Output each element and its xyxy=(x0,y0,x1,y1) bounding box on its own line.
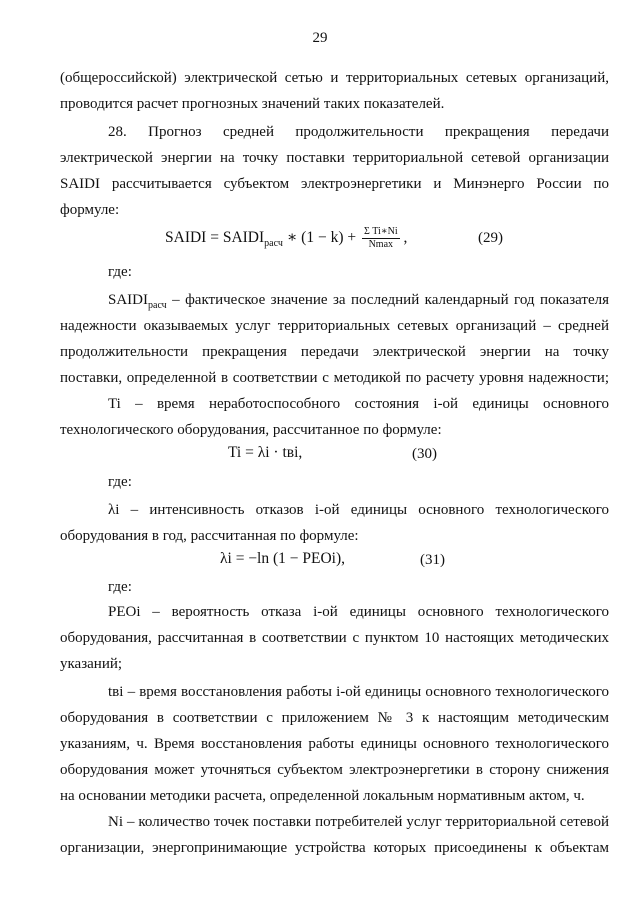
paragraph-28-start: 28. Прогноз средней продолжительности прекращения передачи xyxy=(108,124,609,140)
where-label: где: xyxy=(108,264,132,280)
formula-29-sub: расч xyxy=(264,238,283,250)
formula-29-lhs: SAIDI = SAIDI xyxy=(165,229,265,247)
text-line: оборудования может уточняться субъектом электроэнергетики в сторону снижения xyxy=(60,762,609,778)
saidi-definition-text: – фактическое значение за последний календарный год показателя xyxy=(166,292,609,308)
text-line: технологического оборудования, рассчитанное по формуле: xyxy=(60,422,442,438)
saidi-definition xyxy=(108,290,609,316)
text-line: (общероссийской) электрической сетью и территориальных сетевых организаций, xyxy=(60,70,609,86)
formula-29-mid: ∗ (1 − k) + xyxy=(282,229,360,247)
formula-29-fraction xyxy=(362,226,400,251)
saidi-term: SAIDI xyxy=(108,292,148,308)
text-line: на основании методики расчета, определенной локальным нормативным актом, ч. xyxy=(60,788,585,804)
equation-number-30: (30) xyxy=(412,446,437,462)
formula-29 xyxy=(165,226,407,251)
text-line: указаниям, ч. Время восстановления работы единицы основного технологического xyxy=(60,736,609,752)
text-line: электрической энергии на точку поставки территориальной сетевой организации xyxy=(60,150,609,166)
tv-definition: tвi – время восстановления работы i-ой единицы основного технологического xyxy=(108,684,609,700)
text-line: продолжительности прекращения передачи электрической энергии на точку xyxy=(60,344,609,360)
equation-number-31: (31) xyxy=(420,552,445,568)
formula-30: Ti = λi · tвi, xyxy=(228,444,303,461)
ni-definition: Ni – количество точек поставки потребителей услуг территориальной сетевой xyxy=(108,814,609,830)
text-line: организации, энергопринимающие устройства которых присоединены к объектам xyxy=(60,840,609,856)
where-label: где: xyxy=(108,474,132,490)
text-line: оборудования в год, рассчитанная по формуле: xyxy=(60,528,359,544)
text-line: SAIDI рассчитывается субъектом электроэнергетики и Минэнерго России по xyxy=(60,176,609,192)
peo-definition: PEOi – вероятность отказа i-ой единицы основного технологического xyxy=(108,604,609,620)
fraction-denominator: Nmax xyxy=(368,239,394,250)
ti-definition: Ti – время неработоспособного состояния i-ой единицы основного xyxy=(108,396,609,412)
text-line: надежности оказываемых услуг территориальных сетевых организаций – средней xyxy=(60,318,609,334)
equation-number-29: (29) xyxy=(478,230,503,246)
lambda-definition: λi – интенсивность отказов i-ой единицы основного технологического xyxy=(108,502,609,518)
saidi-term-sub: расч xyxy=(148,300,167,311)
formula-29-tail: , xyxy=(399,229,408,247)
text-line: оборудования, рассчитанная в соответствии с пунктом 10 настоящих методических xyxy=(60,630,609,646)
text-line: поставки, определенной в соответствии с методикой по расчету уровня надежности; xyxy=(60,370,609,386)
text-line: указаний; xyxy=(60,656,123,672)
formula-31: λi = −ln (1 − PEOi), xyxy=(220,550,346,567)
text-line: формуле: xyxy=(60,202,120,218)
where-label: где: xyxy=(108,579,132,595)
text-line: оборудования в соответствии с приложением № 3 к настоящим методическим xyxy=(60,710,609,726)
page-number: 29 xyxy=(312,30,328,46)
text-line: проводится расчет прогнозных значений таких показателей. xyxy=(60,96,445,112)
fraction-numerator: Σ Ti∗Ni xyxy=(363,226,398,237)
